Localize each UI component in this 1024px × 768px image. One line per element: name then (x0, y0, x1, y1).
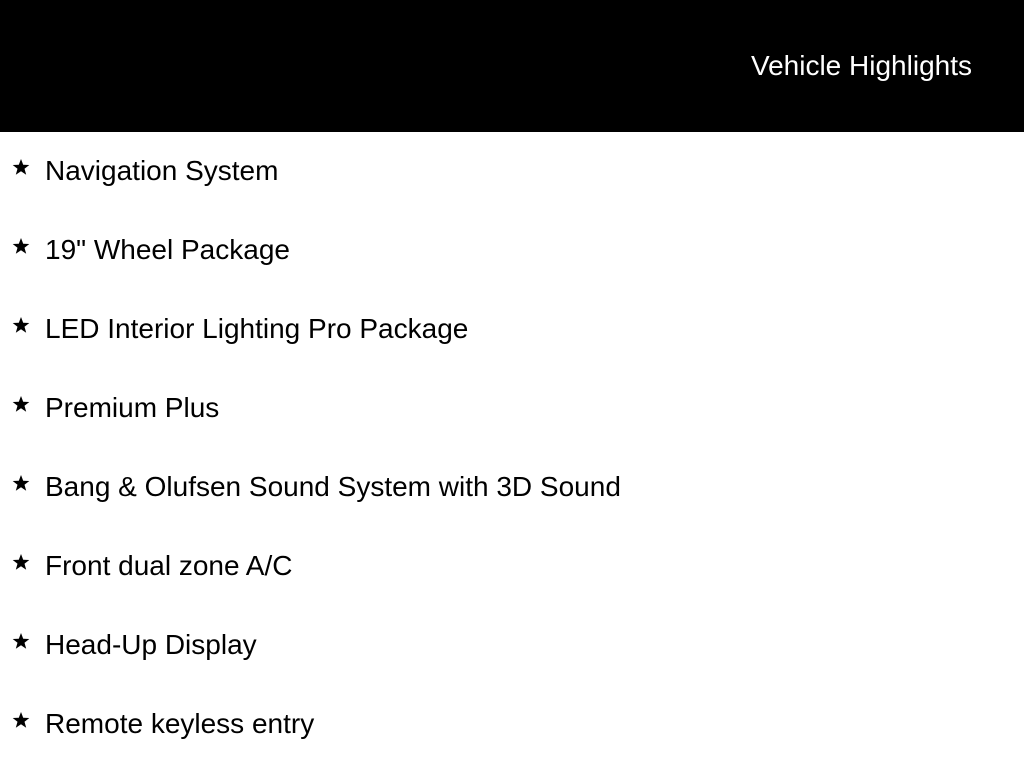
star-icon (11, 631, 31, 651)
list-item-label: Head-Up Display (45, 629, 257, 660)
page-title: Vehicle Highlights (750, 50, 972, 81)
list-item-label: LED Interior Lighting Pro Package (45, 313, 469, 344)
star-icon (11, 315, 31, 335)
list-item-label: Front dual zone A/C (45, 550, 293, 581)
list-item (0, 132, 1024, 211)
star-icon (11, 552, 31, 572)
list-item-label: 19" Wheel Package (45, 234, 290, 265)
list-item (0, 606, 1024, 685)
list-item (0, 685, 1024, 764)
star-icon (11, 473, 31, 493)
star-icon (11, 236, 31, 256)
list-item-label: Bang & Olufsen Sound System with 3D Sound (45, 471, 621, 502)
list-item-label: Premium Plus (45, 392, 220, 423)
star-icon (11, 710, 31, 730)
highlights-list (0, 132, 1024, 764)
star-icon (11, 394, 31, 414)
list-item-label: Navigation System (45, 155, 279, 186)
list-item (0, 369, 1024, 448)
list-item (0, 527, 1024, 606)
list-item (0, 448, 1024, 527)
list-item-label: Remote keyless entry (45, 708, 315, 739)
header-bar (0, 0, 1024, 132)
list-item (0, 290, 1024, 369)
star-icon (11, 157, 31, 177)
list-item (0, 211, 1024, 290)
